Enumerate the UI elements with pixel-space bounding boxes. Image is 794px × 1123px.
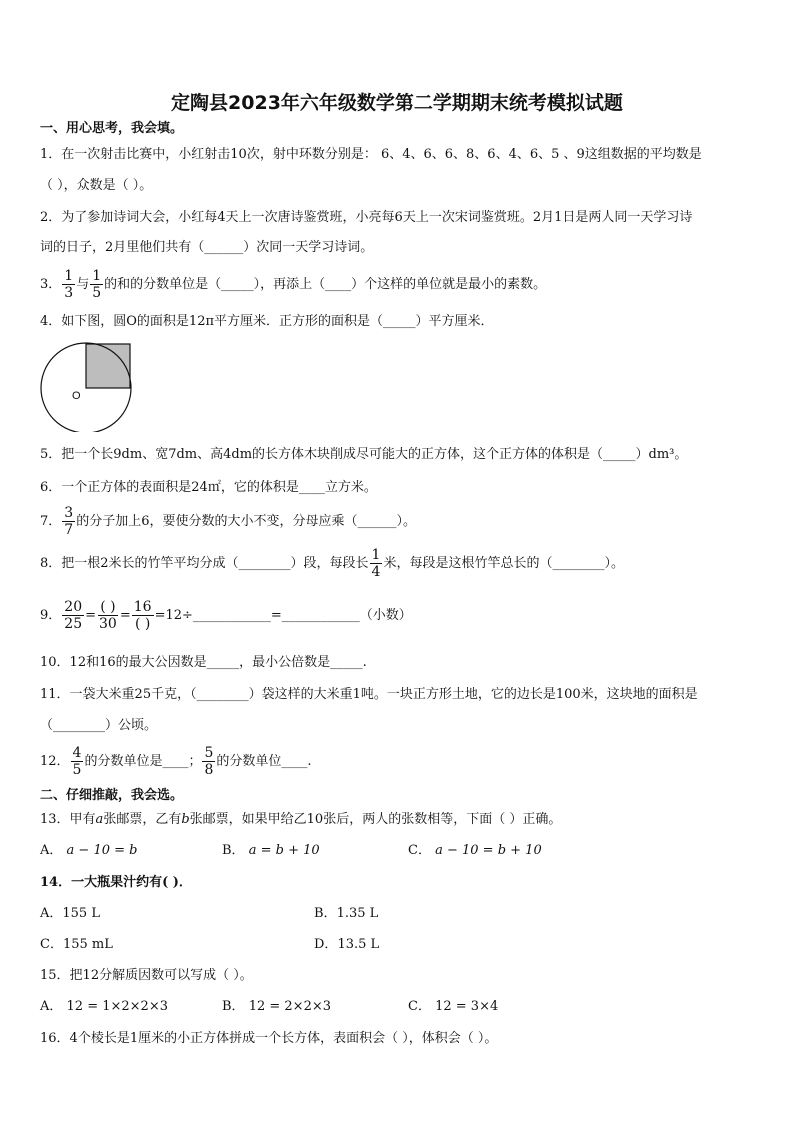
q9-equals-1: = xyxy=(85,608,97,623)
q12-f2-denominator: 8 xyxy=(204,762,214,778)
q15-option-c-label: C． xyxy=(408,999,431,1014)
q3-fraction-1 xyxy=(62,268,75,301)
q12-text-2: 的分数单位____. xyxy=(216,754,312,769)
q13-option-c-expr: a − 10 = b + 10 xyxy=(435,843,542,858)
q8-denominator: 4 xyxy=(371,564,381,580)
q15-option-a-label: A． xyxy=(40,999,63,1014)
q12-fraction-2 xyxy=(202,745,215,778)
q8-fraction xyxy=(370,547,383,580)
q14-option-c xyxy=(40,937,113,953)
q9-f3-denominator: ( ) xyxy=(134,616,151,632)
center-label-o: O xyxy=(72,390,81,402)
q2-line2: 词的日子，2月里他们共有（______）次同一天学习诗词。 xyxy=(40,240,374,255)
q12-fraction-1 xyxy=(71,745,84,778)
q3-operator: 与 xyxy=(76,277,90,292)
q12-number: 12． xyxy=(40,754,70,769)
q9-f1-numerator: 20 xyxy=(64,599,83,615)
q15-option-a-expr: 12 = 1×2×2×3 xyxy=(66,999,168,1014)
q7-denominator: 7 xyxy=(64,522,74,538)
q2-line1: 2．为了参加诗词大会，小红每4天上一次唐诗鉴赏班，小亮每6天上一次宋词鉴赏班。2月1日是两人同一天学习诗 xyxy=(40,210,693,225)
q15-option-b xyxy=(222,999,331,1015)
q3-f2-denominator: 5 xyxy=(92,285,102,301)
q13-option-b xyxy=(222,843,320,859)
q7-text: 的分子加上6，要使分数的大小不变，分母应乘（______）。 xyxy=(76,514,416,529)
q13-text-2: 张邮票，乙有 xyxy=(103,812,182,827)
q14-option-c-label: C． xyxy=(40,937,63,952)
q13-option-c xyxy=(408,843,542,859)
q9-fraction-1 xyxy=(62,599,84,632)
q10-text: 10．12和16的最大公因数是_____，最小公倍数是_____. xyxy=(40,655,367,670)
q13-var-a: a xyxy=(95,812,104,827)
q12-f1-numerator: 4 xyxy=(72,745,82,761)
q12-f1-denominator: 5 xyxy=(72,762,82,778)
q14-option-b-label: B． xyxy=(314,906,337,921)
q7-fraction xyxy=(62,505,75,538)
q15-option-b-label: B． xyxy=(222,999,245,1014)
q8-text-2: 米，每段是这根竹竿总长的（________）。 xyxy=(383,556,624,571)
q3-number: 3． xyxy=(40,277,62,292)
q3-f2-numerator: 1 xyxy=(92,268,102,284)
q13-option-a-label: A． xyxy=(40,843,63,858)
q8-numerator: 1 xyxy=(371,547,381,563)
q4-text: 4．如下图，圆O的面积是12π平方厘米．正方形的面积是（_____）平方厘米． xyxy=(40,314,494,329)
q14-option-d-label: D． xyxy=(314,937,338,952)
q13-text-3: 张邮票，如果甲给乙10张后，两人的张数相等，下面（ ）正确。 xyxy=(189,812,562,827)
q3 xyxy=(40,268,546,301)
q13-option-b-expr: a = b + 10 xyxy=(248,843,320,858)
q9-number: 9． xyxy=(40,608,62,623)
q15-option-c xyxy=(408,999,498,1015)
q3-fraction-2 xyxy=(90,268,103,301)
q14-option-c-value: 155 mL xyxy=(62,937,113,952)
q12 xyxy=(40,744,312,780)
q6-text: 6．一个正方体的表面积是24㎡，它的体积是____立方米。 xyxy=(40,480,377,495)
q3-text: 的和的分数单位是（_____），再添上（____）个这样的单位就是最小的素数。 xyxy=(104,277,547,292)
q14-option-a-value: 155 L xyxy=(62,906,100,921)
q11-line1: 11．一袋大米重25千克，（________）袋这样的大米重1吨。一块正方形土地，它的边长是100米，这块地的面积是 xyxy=(40,687,698,702)
q13-var-b: b xyxy=(181,812,190,827)
q13-text-1: 13．甲有 xyxy=(40,812,96,827)
q9 xyxy=(40,596,412,636)
q9-rest: =12÷____________=____________（小数） xyxy=(154,608,412,623)
q1-line2: （ ），众数是（ ）。 xyxy=(40,178,153,193)
q7-number: 7． xyxy=(40,514,62,529)
q14-text: 14．一大瓶果汁约有( )． xyxy=(40,875,192,890)
q8-text-1: 8．把一根2米长的竹竿平均分成（________）段，每段长 xyxy=(40,556,369,571)
circle-square-figure xyxy=(36,340,136,432)
q9-fraction-3 xyxy=(132,599,154,632)
square-shape xyxy=(86,344,130,388)
q14-option-a-label: A． xyxy=(40,906,63,921)
q12-f2-numerator: 5 xyxy=(204,745,214,761)
q1-line1: 1．在一次射击比赛中，小红射击10次，射中环数分别是： 6、4、6、6、8、6、4、6、5 、9这组数据的平均数是 xyxy=(40,147,702,162)
q14-option-a xyxy=(40,906,100,922)
q9-f3-numerator: 16 xyxy=(133,599,152,615)
q15-option-a xyxy=(40,999,168,1015)
q3-f1-numerator: 1 xyxy=(64,268,74,284)
q3-f1-denominator: 3 xyxy=(64,285,74,301)
q13-text xyxy=(40,812,561,828)
q7-numerator: 3 xyxy=(64,505,74,521)
q14-option-b xyxy=(314,906,378,922)
q13-option-c-label: C． xyxy=(408,843,431,858)
q11-line2: （________）公顷。 xyxy=(40,718,158,733)
q14-option-d-value: 13.5 L xyxy=(337,937,380,952)
q15-text: 15．把12分解质因数可以写成（ ）。 xyxy=(40,968,253,983)
q13-option-a xyxy=(40,843,137,859)
q7 xyxy=(40,504,416,540)
q9-f2-denominator: 30 xyxy=(99,616,117,632)
q9-f2-numerator: ( ) xyxy=(100,599,116,615)
section-1-heading: 一、用心思考，我会填。 xyxy=(40,121,184,136)
q12-text-1: 的分数单位是____； xyxy=(84,754,202,769)
q8 xyxy=(40,546,624,582)
q13-option-a-expr: a − 10 = b xyxy=(66,843,138,858)
q15-option-c-expr: 12 = 3×4 xyxy=(435,999,499,1014)
q13-option-b-label: B． xyxy=(222,843,245,858)
q9-f1-denominator: 25 xyxy=(64,616,83,632)
q9-fraction-2 xyxy=(97,599,119,632)
q14-option-b-value: 1.35 L xyxy=(336,906,379,921)
page-title: 定陶县2023年六年级数学第二学期期末统考模拟试题 xyxy=(171,92,623,114)
q5-text: 5．把一个长9dm、宽7dm、高4dm的长方体木块削成尽可能大的正方体，这个正方体的体积是（_____）dm³。 xyxy=(40,447,688,462)
section-2-heading: 二、仔细推敲，我会选。 xyxy=(40,788,184,803)
q9-equals-2: = xyxy=(119,608,131,623)
q15-option-b-expr: 12 = 2×2×3 xyxy=(248,999,332,1014)
q14-option-d xyxy=(314,937,379,953)
q16-text: 16．4个棱长是1厘米的小正方体拼成一个长方体，表面积会（ ），体积会（ ）。 xyxy=(40,1031,498,1046)
